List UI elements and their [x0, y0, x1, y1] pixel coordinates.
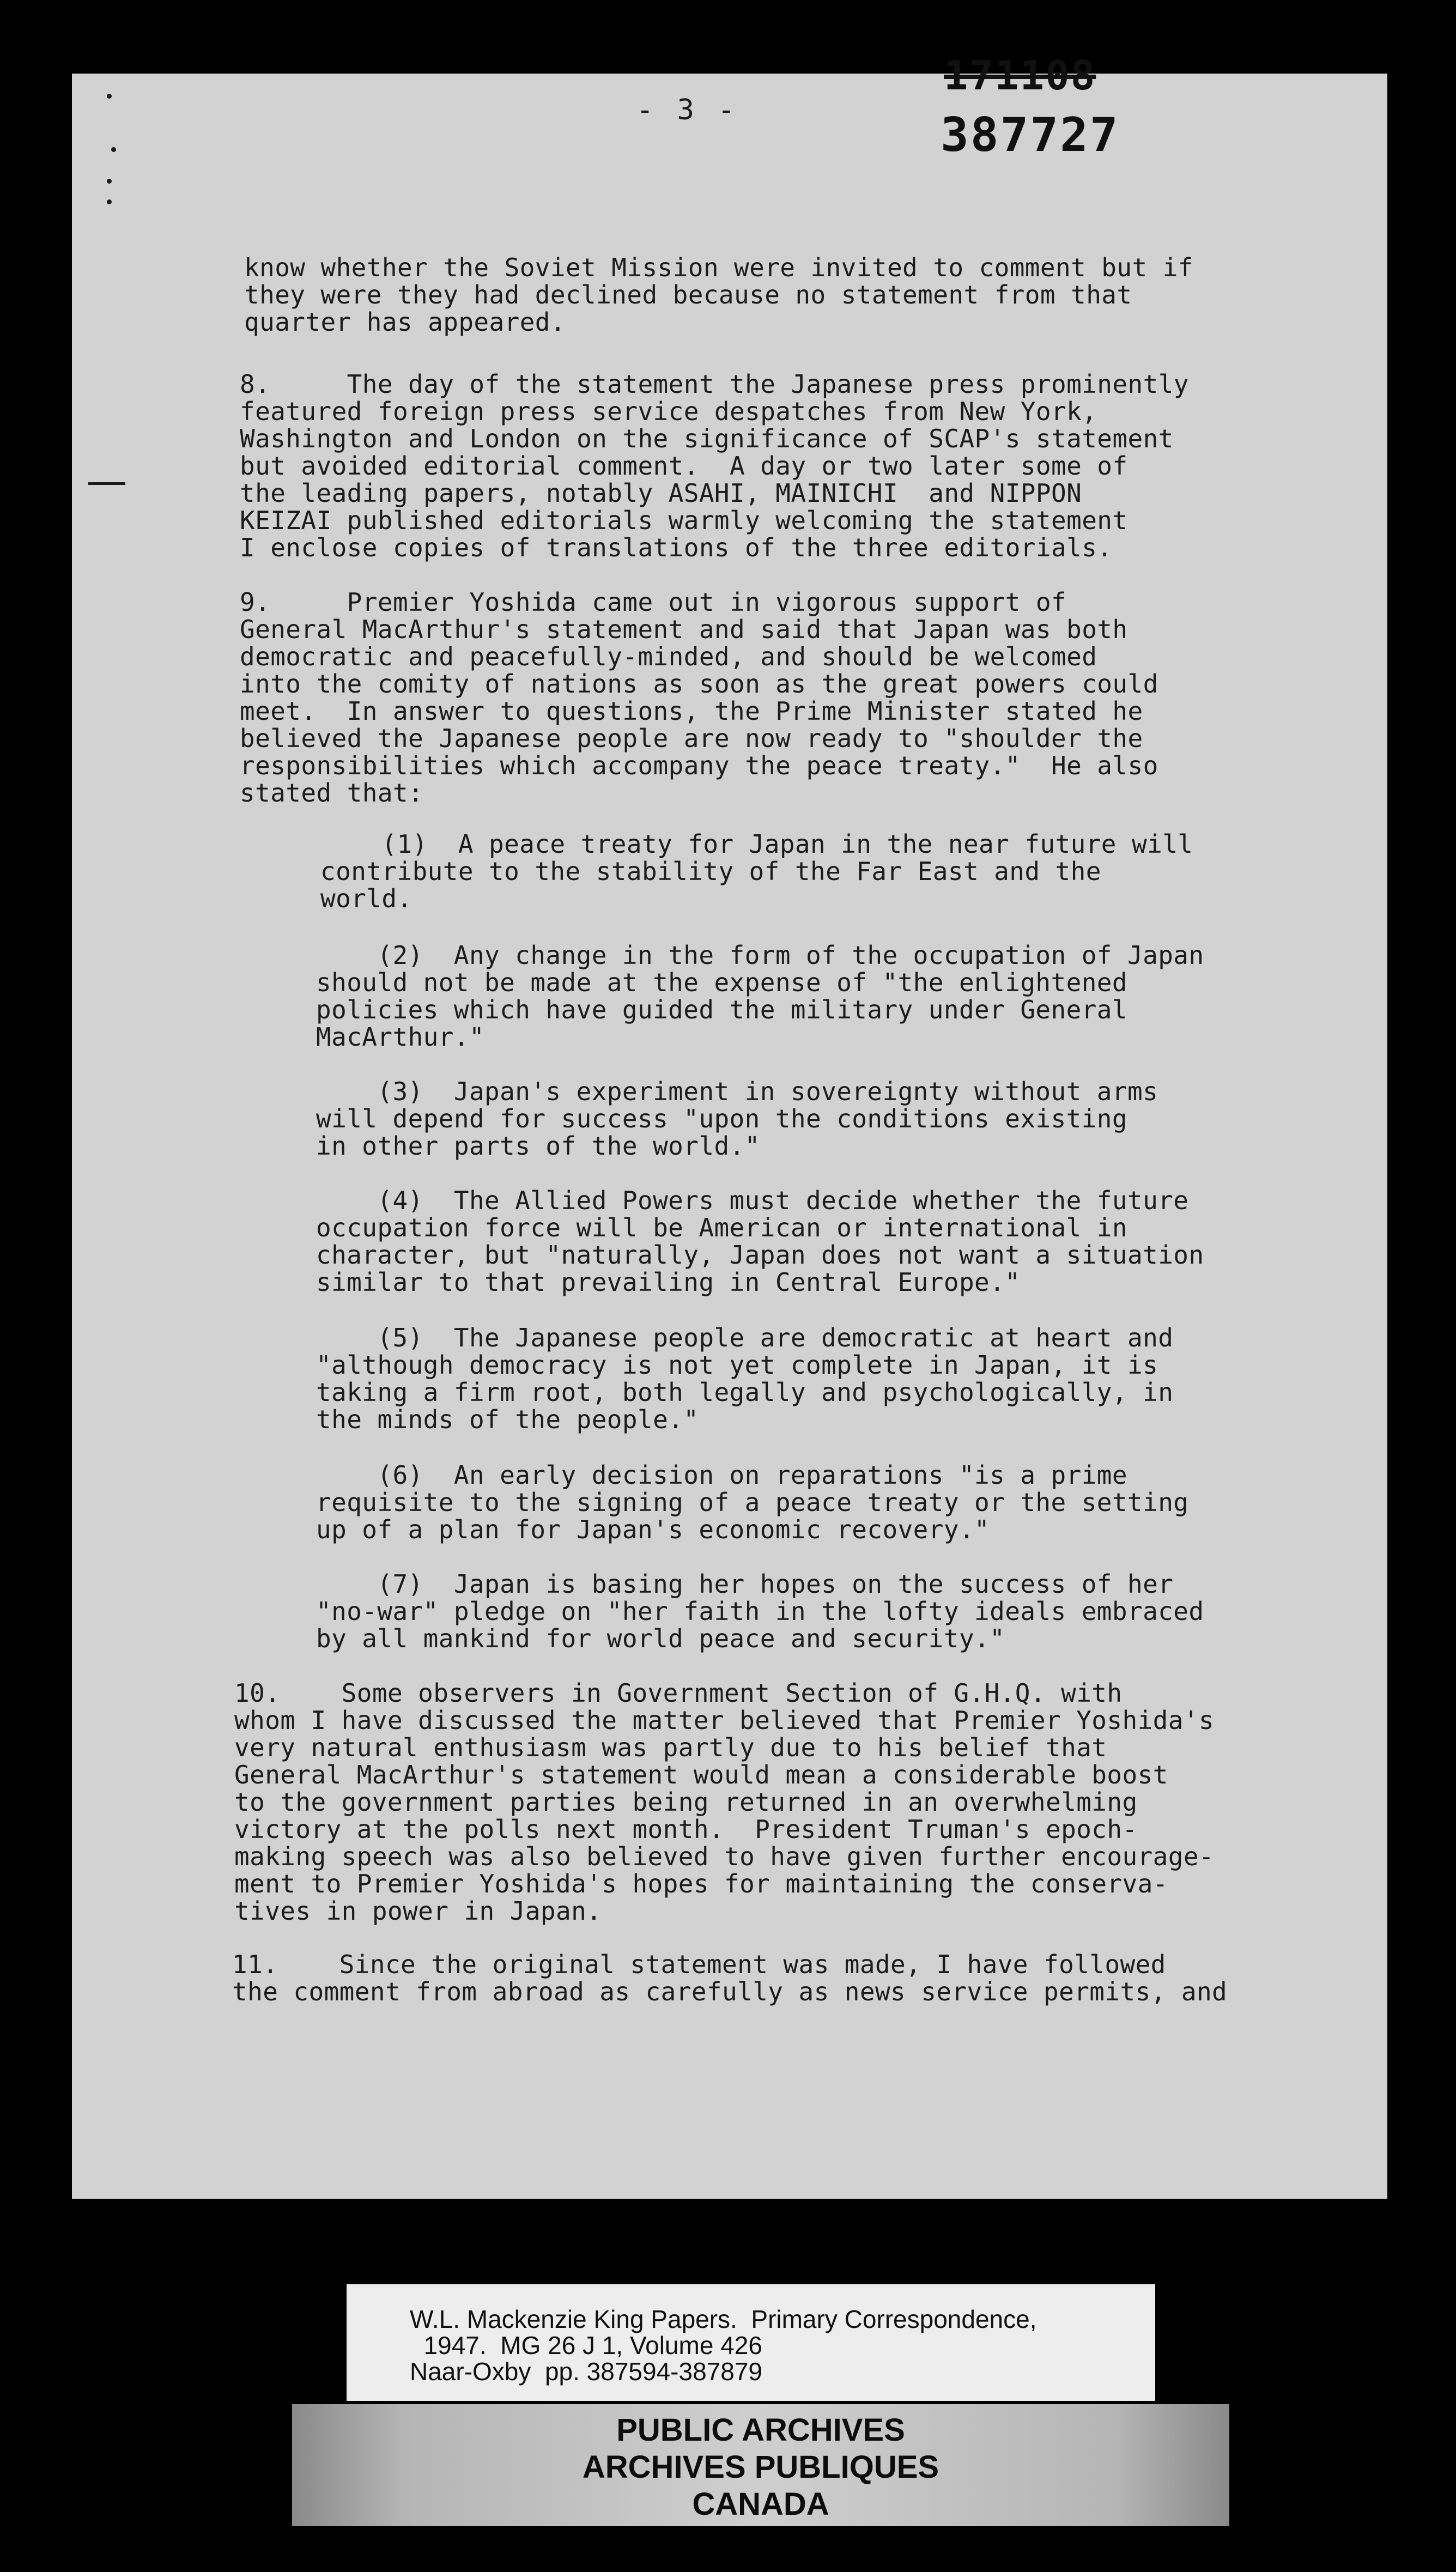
list-item-7: (7) Japan is basing her hopes on the success of her "no-war" pledge on "her faith in the lofty ideals embraced by all mankind for world peace and security." [316, 1569, 1204, 1653]
list-item-3: (3) Japan's experiment in sovereignty without arms will depend for success "upon the conditions existing in other parts of the world." [316, 1077, 1158, 1161]
archive-stamp-line-3: CANADA [692, 2486, 829, 2522]
struck-through-number: 171108 [944, 52, 1096, 99]
list-item-1: (1) A peace treaty for Japan in the near future will contribute to the stability of the Far East and the world. [320, 829, 1193, 913]
paragraph-9: 9. Premier Yoshida came out in vigorous support of General MacArthur's statement and said that Japan was both democratic and peacefully-minded, and should be welcomed into the comity of nations as soon as the great powers could meet. In answer to questions, the Prime Minister stated he believed the Japanese people are now ready to "shoulder the responsibilities which accompany the peace treaty." He also stated that: [240, 587, 1158, 808]
paragraph-8: 8. The day of the statement the Japanese press prominently featured foreign press service despatches from New York, Washington and London on the significance of SCAP's statement but avoided editorial comment. A day or two later some of the leading papers, notably ASAHI, MAINICHI and NIPPON KEIZAI published editorials warmly welcoming the statement I enclose copies of translations of the three editorials. [240, 369, 1189, 562]
archive-stamp-line-2: ARCHIVES PUBLIQUES [582, 2449, 939, 2485]
paragraph-10: 10. Some observers in Government Section of G.H.Q. with whom I have discussed the matter believed that Premier Yoshida's very natural enthusiasm was partly due to his belief that General MacArthur's statement would mean a considerable boost to the government parties being returned in an overwhelming victory at the polls next month. President Truman's epoch- making speech was also believed to have given further encourage- ment to Premier Yoshida's hopes for maintaining the conserva- tives in power in Japan. [234, 1678, 1215, 1926]
list-item-2: (2) Any change in the form of the occupation of Japan should not be made at the expense of "the enlightened policies which have guided the military under General MacArthur." [316, 941, 1204, 1052]
archive-label-text: W.L. Mackenzie King Papers. Primary Correspondence, 1947. MG 26 J 1, Volume 426 Naar-Oxby pp. 387594-387879 [410, 2305, 1037, 2386]
document-number: 387727 [941, 108, 1120, 162]
archive-stamp-line-1: PUBLIC ARCHIVES [616, 2412, 905, 2448]
intro-paragraph: know whether the Soviet Mission were invited to comment but if they were they had declined because no statement from that quarter has appeared. [244, 253, 1193, 337]
margin-speck [107, 199, 112, 204]
list-item-6: (6) An early decision on reparations "is a prime requisite to the signing of a peace treaty or the setting up of a plan for Japan's economic recovery." [316, 1460, 1189, 1544]
list-item-4: (4) The Allied Powers must decide whether the future occupation force will be American or international in character, but "naturally, Japan does not want a situation similar to that prevailing in Central Europe." [316, 1186, 1204, 1297]
paragraph-11: 11. Since the original statement was made, I have followed the comment from abroad as carefully as news service permits, and [232, 1950, 1228, 2006]
page-number: - 3 - [636, 94, 738, 126]
margin-speck [107, 179, 112, 184]
list-item-5: (5) The Japanese people are democratic at heart and "although democracy is not yet complete in Japan, it is taking a firm root, both legally and psychologically, in the minds of the people." [316, 1323, 1174, 1434]
margin-speck [107, 94, 112, 99]
margin-dash-mark [88, 482, 125, 485]
margin-speck [111, 147, 116, 152]
